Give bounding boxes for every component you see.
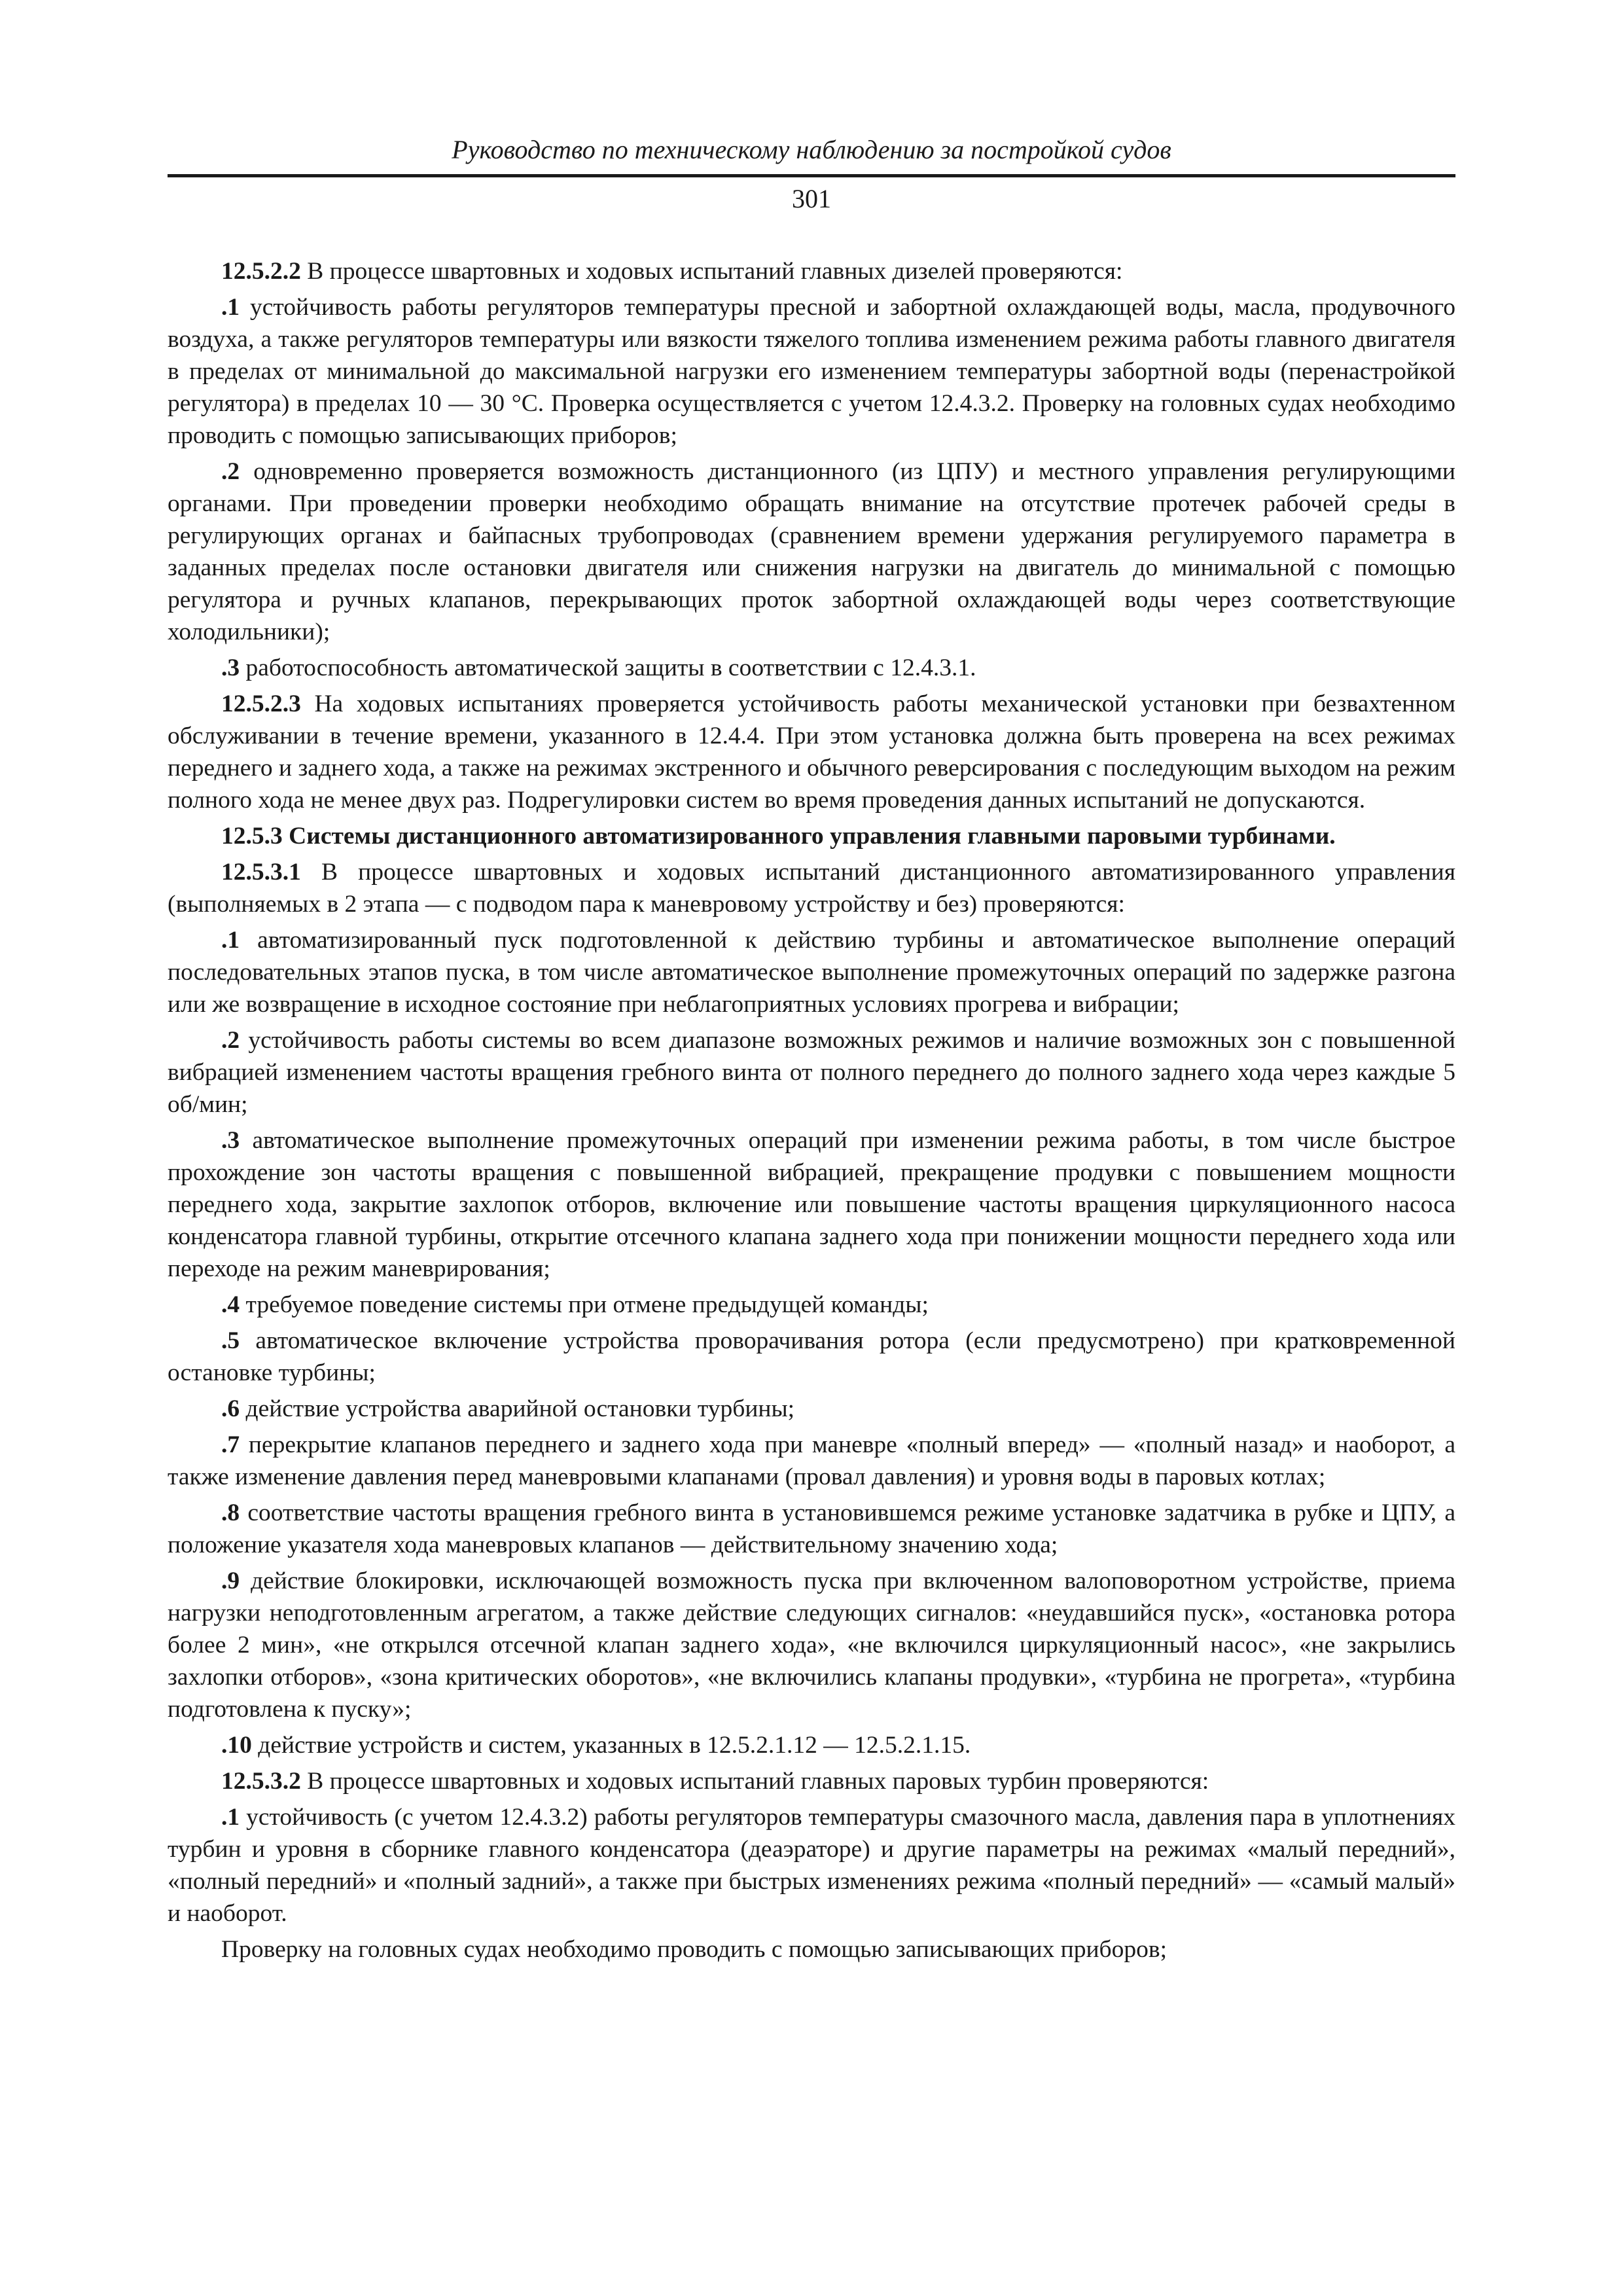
running-title: Руководство по техническому наблюдению за постройкой судов <box>452 135 1171 164</box>
paragraph-12-5-2-2 <box>168 255 1455 287</box>
paragraph-12-5-3-2 <box>168 1765 1455 1797</box>
list-item-4 <box>168 1289 1455 1321</box>
paragraph-text: устойчивость (с учетом 12.4.3.2) работы регуляторов температуры смазочного масла, давления пара в уплотнениях турбин и уровня в сборнике главного конденсатора (деаэраторе) и другие параметры на режимах «малый передний», «полный передний» и «полный задний», а также при быстрых изменениях режима «полный передний» — «самый малый» и наоборот. <box>168 1804 1455 1927</box>
paragraph-text: работоспособность автоматической защиты в соответствии с 12.4.3.1. <box>240 655 976 681</box>
section-heading-text: Системы дистанционного автоматизированного управления главными паровыми турбинами. <box>282 823 1336 850</box>
item-number: .2 <box>221 458 240 485</box>
list-item-1 <box>168 924 1455 1020</box>
paragraph-text: Проверку на головных судах необходимо проводить с помощью записывающих приборов; <box>221 1936 1168 1963</box>
paragraph-text: устойчивость работы регуляторов температуры пресной и забортной охлаждающей воды, масла, продувочного воздуха, а также регуляторов температуры или вязкости тяжелого топлива изменением режима работы главного двигателя в пределах от минимальной до максимальной нагрузки его изменением температуры забортной воды (перенастройкой регулятора) в пределах 10 — 30 °С. Проверка осуществляется с учетом 12.4.3.2. Проверку на головных судах необходимо проводить с помощью записывающих приборов; <box>168 294 1455 449</box>
item-number: .3 <box>221 1127 240 1154</box>
clause-number: 12.5.3.1 <box>221 859 301 886</box>
item-number: .1 <box>221 294 240 321</box>
paragraph-text: В процессе швартовных и ходовых испытаний дистанционного автоматизированного управления (выполняемых в 2 этапа — с подводом пара к маневровому устройству и без) проверяются: <box>168 859 1455 918</box>
list-item-7 <box>168 1429 1455 1493</box>
list-item-9 <box>168 1565 1455 1725</box>
item-number: .1 <box>221 927 240 954</box>
paragraph-text: одновременно проверяется возможность дистанционного (из ЦПУ) и местного управления регулирующими органами. При проведении проверки необходимо обращать внимание на отсутствие протечек рабочей среды в регулирующих органах и байпасных трубопроводах (сравнением времени удержания регулируемого параметра в заданных пределах после остановки двигателя или снижения нагрузки на двигатель до минимальной с помощью регулятора и ручных клапанов, перекрывающих проток забортной охлаждающей воды через соответствующие холодильники); <box>168 458 1455 645</box>
paragraph-text: автоматизированный пуск подготовленной к действию турбины и автоматическое выполнение операций последовательных этапов пуска, в том числе автоматическое выполнение промежуточных операций по задержке разгона или же возвращение в исходное состояние при неблагоприятных условиях прогрева и вибрации; <box>168 927 1455 1018</box>
paragraph-text: В процессе швартовных и ходовых испытаний главных дизелей проверяются: <box>300 258 1123 285</box>
paragraph-text: действие блокировки, исключающей возможность пуска при включенном валоповоротном устройстве, приема нагрузки неподготовленным агрегатом, а также действие следующих сигналов: «неудавшийся пуск», «остановка ротора более 2 мин», «не открылся отсечной клапан заднего хода», «не включился циркуляционный насос», «не закрылись захлопки отборов», «зона критических оборотов», «не включились клапаны продувки», «турбина не прогрета», «турбина подготовлена к пуску»; <box>168 1568 1455 1723</box>
item-number: .10 <box>221 1732 252 1759</box>
clause-number: 12.5.3.2 <box>221 1768 301 1795</box>
page-number: 301 <box>792 184 831 213</box>
paragraph-text: автоматическое выполнение промежуточных операций при изменении режима работы, в том числе быстрое прохождение зон частоты вращения с повышенной вибрацией, прекращение продувки с повышением мощности переднего хода, закрытие захлопок отборов, включение или повышение частоты вращения циркуляционного насоса конденсатора главной турбины, открытие отсечного клапана заднего хода при понижении мощности переднего хода или переходе на режим маневрирования; <box>168 1127 1455 1282</box>
list-item-1 <box>168 1801 1455 1929</box>
paragraph-text: соответствие частоты вращения гребного винта в установившемся режиме установке задатчика в рубке и ЦПУ, а положение указателя хода маневровых клапанов — действительному значению хода; <box>168 1499 1455 1558</box>
paragraph-text: В процессе швартовных и ходовых испытаний главных паровых турбин проверяются: <box>300 1768 1209 1795</box>
list-item-10 <box>168 1729 1455 1761</box>
item-number: .7 <box>221 1431 240 1458</box>
item-number: .3 <box>221 655 240 681</box>
continuation-paragraph <box>168 1933 1455 1965</box>
item-number: .8 <box>221 1499 240 1526</box>
paragraph-12-5-3-1 <box>168 856 1455 920</box>
clause-number: 12.5.3 <box>221 823 283 850</box>
header-rule <box>168 174 1455 177</box>
clause-number: 12.5.2.2 <box>221 258 301 285</box>
paragraph-text: автоматическое включение устройства проворачивания ротора (если предусмотрено) при кратковременной остановке турбины; <box>168 1327 1455 1386</box>
item-number: .6 <box>221 1395 240 1422</box>
list-item-2 <box>168 1024 1455 1121</box>
list-item-2 <box>168 456 1455 648</box>
paragraph-text: действие устройства аварийной остановки турбины; <box>240 1395 795 1422</box>
item-number: .2 <box>221 1027 240 1054</box>
item-number: .5 <box>221 1327 240 1354</box>
paragraph-text: На ходовых испытаниях проверяется устойчивость работы механической установки при безвахтенном обслуживании в течение времени, указанного в 12.4.4. При этом установка должна быть проверена на всех режимах переднего и заднего хода, а также на режимах экстренного и обычного реверсирования с последующим выходом на режим полного хода не менее двух раз. Подрегулировки систем во время проведения данных испытаний не допускаются. <box>168 691 1455 814</box>
paragraph-12-5-2-3 <box>168 688 1455 816</box>
paragraph-text: устойчивость работы системы во всем диапазоне возможных режимов и наличие возможных зон с повышенной вибрацией изменением частоты вращения гребного винта от полного переднего до полного заднего хода через каждые 5 об/мин; <box>168 1027 1455 1118</box>
item-number: .1 <box>221 1804 240 1831</box>
section-heading-12-5-3 <box>168 820 1455 852</box>
paragraph-text: требуемое поведение системы при отмене предыдущей команды; <box>240 1291 929 1318</box>
item-number: .9 <box>221 1568 240 1594</box>
list-item-5 <box>168 1325 1455 1389</box>
list-item-1 <box>168 291 1455 452</box>
paragraph-text: действие устройств и систем, указанных в 12.5.2.1.12 — 12.5.2.1.15. <box>251 1732 971 1759</box>
item-number: .4 <box>221 1291 240 1318</box>
list-item-3 <box>168 1124 1455 1285</box>
list-item-3 <box>168 652 1455 684</box>
list-item-6 <box>168 1393 1455 1425</box>
list-item-8 <box>168 1497 1455 1561</box>
paragraph-text: перекрытие клапанов переднего и заднего хода при маневре «полный вперед» — «полный назад» и наоборот, а также изменение давления перед маневровыми клапанами (провал давления) и уровня воды в паровых котлах; <box>168 1431 1455 1490</box>
clause-number: 12.5.2.3 <box>221 691 301 717</box>
document-body <box>168 255 1455 1969</box>
